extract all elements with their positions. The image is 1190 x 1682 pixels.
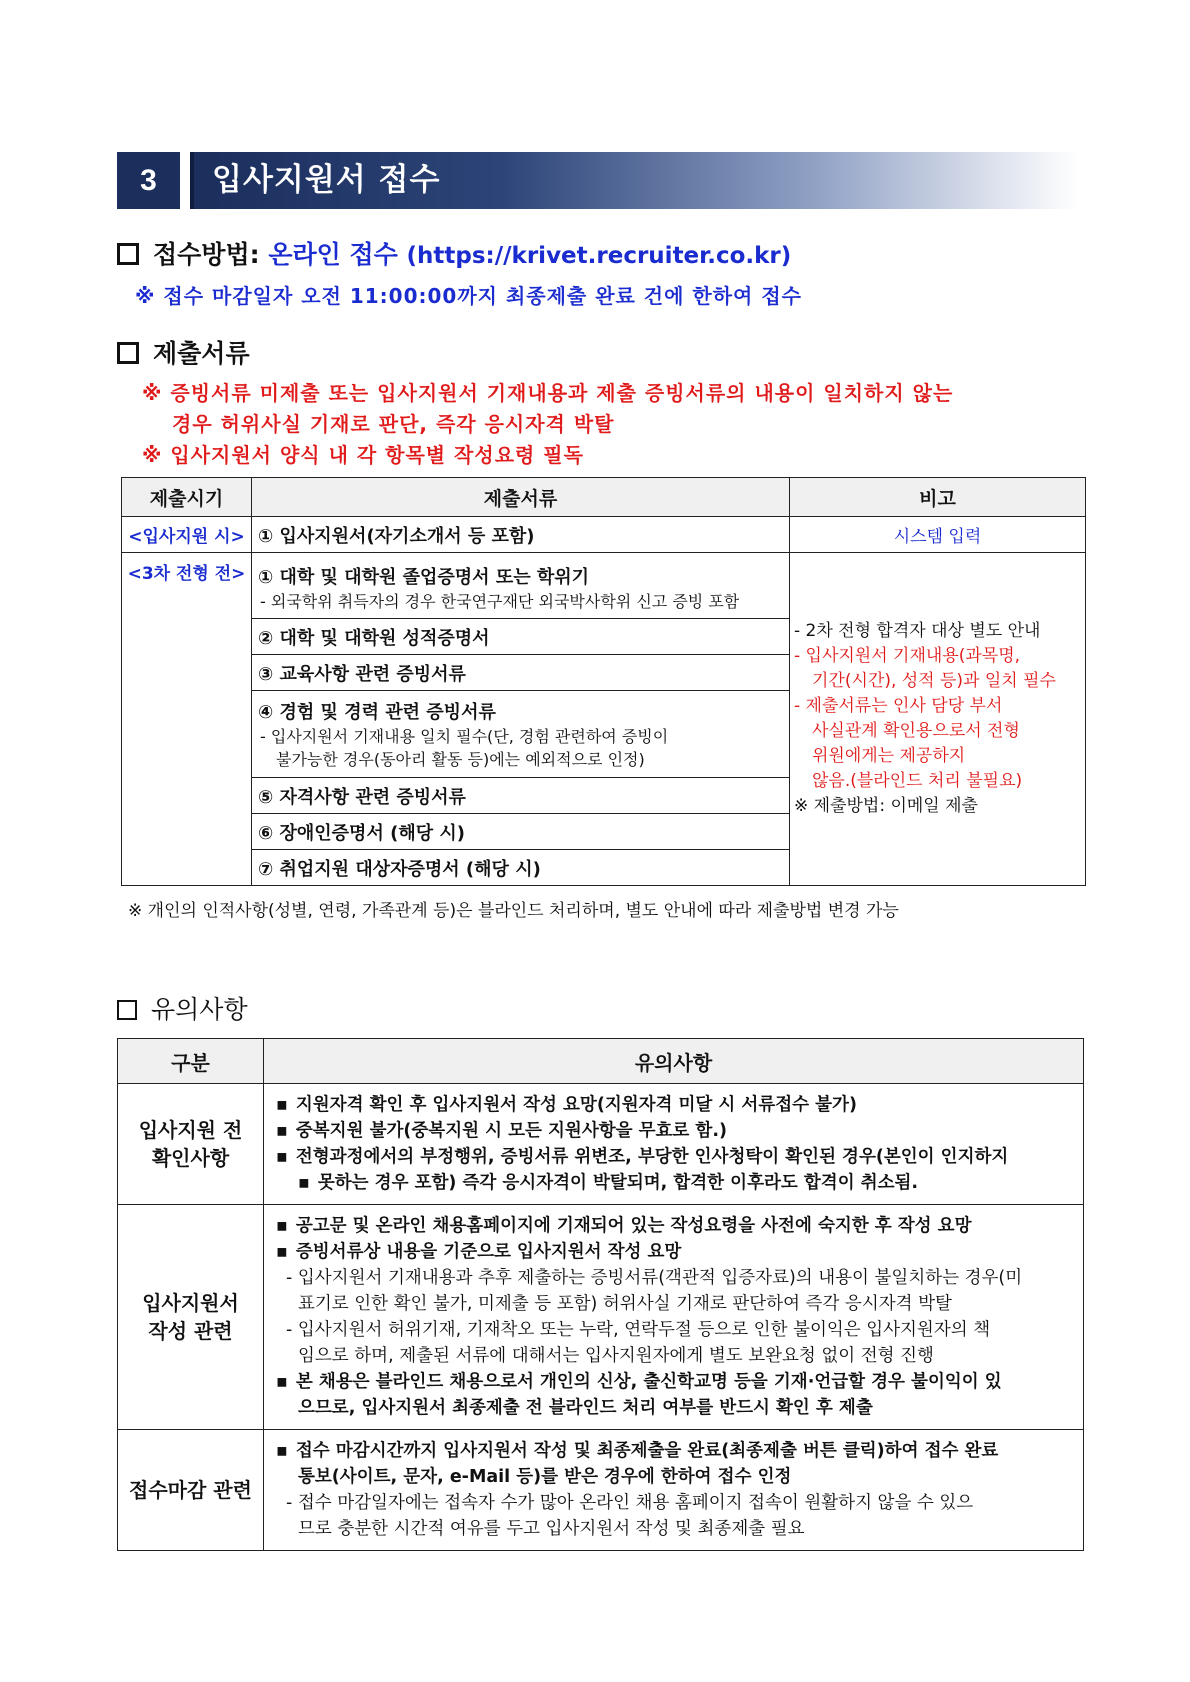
remark-line: ※ 제출방법: 이메일 제출 (794, 796, 978, 816)
receipt-url[interactable]: (https://krivet.recruiter.co.kr) (406, 243, 792, 269)
doc-item (252, 553, 790, 619)
caution-line: - 입사지원서 허위기재, 기재착오 또는 누락, 연락두절 등으로 인한 불이익은 입사지원자의 책 (286, 1320, 991, 1340)
category-cell (118, 1430, 264, 1551)
remark-system: 시스템 입력 (790, 517, 1086, 553)
table-row (118, 1205, 1084, 1430)
caution-items (264, 1205, 1084, 1430)
doc-item: ③ 교육사항 관련 증빙서류 (252, 655, 790, 691)
remarks-cell (790, 553, 1086, 886)
caution-line: 으므로, 입사지원서 최종제출 전 블라인드 처리 여부를 반드시 확인 후 제출 (298, 1398, 873, 1418)
remark-line: 위원에게는 제공하지 (812, 746, 966, 766)
caution-line: 므로 충분한 시간적 여유를 두고 입사지원서 작성 및 최종제출 필요 (298, 1519, 805, 1539)
remark-line: - 2차 전형 합격자 대상 별도 안내 (794, 621, 1041, 641)
table-row (118, 1430, 1084, 1551)
caution-line: ▪ 본 채용은 블라인드 채용으로서 개인의 신상, 출신학교명 등을 기재·언급할 경우 불이익이 있 (276, 1369, 1077, 1395)
category-cell (118, 1084, 264, 1205)
doc-item-main: ④ 경험 및 경력 관련 증빙서류 (258, 702, 496, 723)
caution-line: ▪ 접수 마감시간까지 입사지원서 작성 및 최종제출을 완료(최종제출 버튼 클릭)하여 접수 완료 (276, 1438, 1077, 1464)
category-label: 접수마감 관련 (129, 1478, 252, 1502)
table-row (122, 517, 1086, 553)
remark-line: 기간(시간), 성적 등)과 일치 필수 (812, 671, 1056, 691)
caution-line: 표기로 인한 확인 불가, 미제출 등 포함) 허위사실 기재로 판단하여 즉각 응시자격 박탈 (298, 1294, 952, 1314)
receipt-method: 온라인 접수 (268, 240, 398, 269)
documents-table-header (122, 478, 1086, 517)
caution-line: ▪ 전형과정에서의 부정행위, 증빙서류 위변조, 부당한 인사청탁이 확인된 경우(본인이 인지하지 (276, 1144, 1077, 1170)
documents-footnote: ※ 개인의 인적사항(성별, 연령, 가족관계 등)은 블라인드 처리하며, 별도 안내에 따라 제출방법 변경 가능 (128, 901, 899, 921)
category-label: 작성 관련 (148, 1319, 233, 1343)
section-header (117, 152, 1078, 209)
caution-items (264, 1084, 1084, 1205)
caution-line: 임으로 하며, 제출된 서류에 대해서는 입사지원자에게 별도 보완요청 없이 전형 진행 (298, 1346, 934, 1366)
warning-line-2: 경우 허위사실 기재로 판단, 즉각 응시자격 박탈 (172, 412, 615, 436)
caution-line: - 입사지원서 기재내용과 추후 제출하는 증빙서류(객관적 입증자료)의 내용이 불일치하는 경우(미 (286, 1268, 1023, 1288)
documents-table (121, 477, 1086, 886)
doc-item-main: ① 대학 및 대학원 졸업증명서 또는 학위기 (258, 566, 590, 588)
cautions-table-header (118, 1039, 1084, 1084)
period-third-stage: <3차 전형 전> (122, 553, 252, 886)
checkbox-icon (117, 243, 139, 265)
doc-item-sub: - 외국학위 취득자의 경우 한국연구재단 외국박사학위 신고 증빙 포함 (260, 591, 740, 611)
header-period: 제출시기 (122, 478, 252, 517)
remark-line: - 제출서류는 인사 담당 부서 (794, 696, 1003, 716)
receipt-label: 접수방법: (153, 240, 260, 269)
doc-application: ① 입사지원서(자기소개서 등 포함) (252, 517, 790, 553)
cautions-heading-text: 유의사항 (151, 995, 248, 1024)
doc-item (252, 691, 790, 778)
caution-line: - 접수 마감일자에는 접속자 수가 많아 온라인 채용 홈페이지 접속이 원활하지 않을 수 있으 (286, 1493, 974, 1513)
category-label: 입사지원 전 (138, 1118, 243, 1142)
documents-heading-text: 제출서류 (153, 339, 250, 368)
receipt-deadline-note: ※ 접수 마감일자 오전 11:00:00까지 최종제출 완료 건에 한하여 접수 (135, 284, 802, 308)
caution-line: ▪ 못하는 경우 포함) 즉각 응시자격이 박탈되며, 합격한 이후라도 합격이 취소됨. (276, 1170, 1077, 1196)
caution-line: ▪ 증빙서류상 내용을 기준으로 입사지원서 작성 요망 (276, 1239, 1077, 1265)
cautions-table (117, 1038, 1084, 1551)
header-docs: 제출서류 (252, 478, 790, 517)
section-number: 3 (117, 152, 180, 209)
remark-line: - 입사지원서 기재내용(과목명, (794, 646, 1021, 666)
caution-items (264, 1430, 1084, 1551)
table-row (122, 553, 1086, 619)
caution-line: ▪ 공고문 및 온라인 채용홈페이지에 기재되어 있는 작성요령을 사전에 숙지한 후 작성 요망 (276, 1213, 1077, 1239)
doc-item-sub: - 입사지원서 기재내용 일치 필수(단, 경험 관련하여 증빙이 (260, 727, 669, 746)
receipt-method-heading (117, 235, 791, 271)
warning-line-3: ※ 입사지원서 양식 내 각 항목별 작성요령 필독 (142, 443, 584, 467)
category-label: 확인사항 (151, 1146, 230, 1170)
header-category: 구분 (118, 1039, 264, 1084)
caution-line: ▪ 중복지원 불가(중복지원 시 모든 지원사항을 무효로 함.) (276, 1118, 1077, 1144)
period-application: <입사지원 시> (122, 517, 252, 553)
doc-item-sub: 불가능한 경우(동아리 활동 등)에는 예외적으로 인정) (276, 750, 645, 769)
remark-line: 사실관계 확인용으로서 전형 (812, 721, 1020, 741)
caution-line: ▪ 지원자격 확인 후 입사지원서 작성 요망(지원자격 미달 시 서류접수 불가) (276, 1092, 1077, 1118)
section-title-bar (190, 152, 1078, 209)
table-row (118, 1084, 1084, 1205)
doc-item: ② 대학 및 대학원 성적증명서 (252, 619, 790, 655)
section-title: 입사지원서 접수 (212, 162, 441, 198)
header-remarks: 비고 (790, 478, 1086, 517)
doc-item: ⑥ 장애인증명서 (해당 시) (252, 814, 790, 850)
doc-item: ⑤ 자격사항 관련 증빙서류 (252, 778, 790, 814)
checkbox-icon (117, 342, 139, 364)
doc-item: ⑦ 취업지원 대상자증명서 (해당 시) (252, 850, 790, 886)
header-cautions: 유의사항 (264, 1039, 1084, 1084)
cautions-heading (117, 990, 248, 1026)
checkbox-icon (117, 1000, 137, 1020)
documents-heading (117, 334, 250, 370)
remark-line: 않음.(블라인드 처리 불필요) (812, 771, 1023, 791)
warning-line-1: ※ 증빙서류 미제출 또는 입사지원서 기재내용과 제출 증빙서류의 내용이 일치하지 않는 (142, 381, 954, 405)
category-cell (118, 1205, 264, 1430)
caution-line: 통보(사이트, 문자, e-Mail 등)를 받은 경우에 한하여 접수 인정 (298, 1467, 792, 1487)
category-label: 입사지원서 (142, 1291, 239, 1315)
